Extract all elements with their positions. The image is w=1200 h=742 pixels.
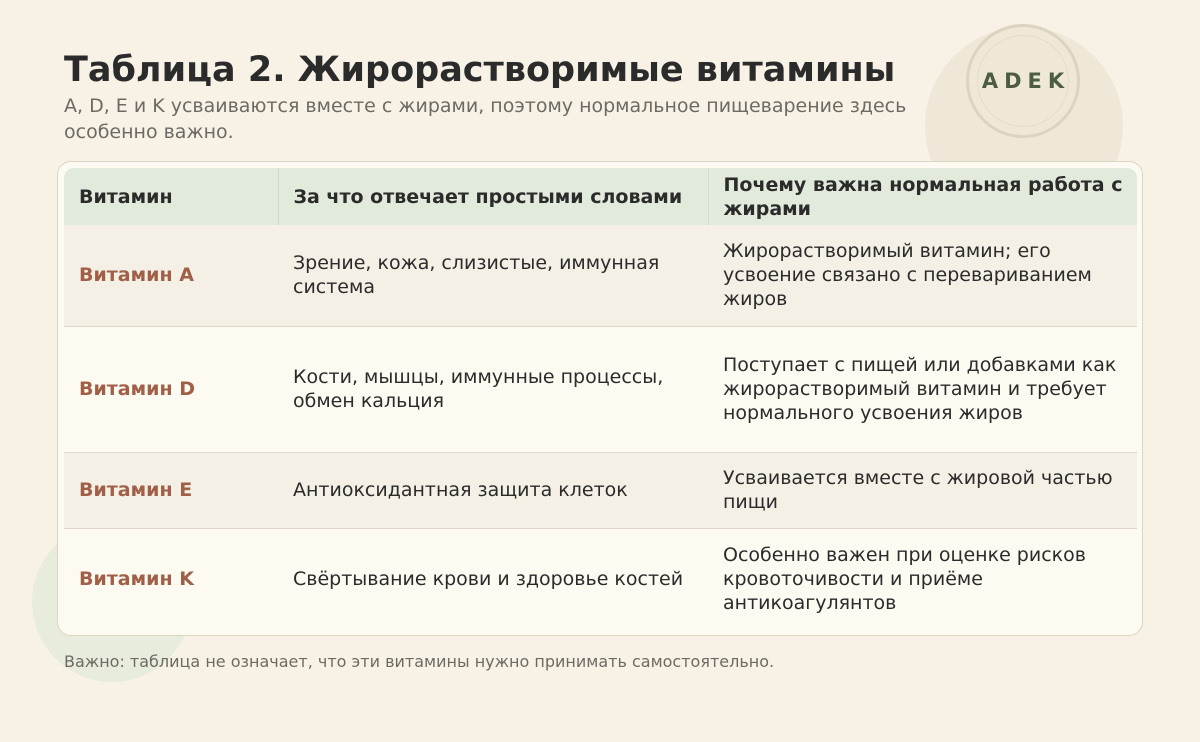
table-row: [64, 452, 1137, 528]
vitamin-why: Жирорастворимый витамин; его усвоение связано с перевариванием жиров: [723, 240, 1092, 311]
vitamin-name: Витамин D: [79, 378, 195, 400]
column-header-why: Почему важна нормальная работа с жирами: [708, 168, 1137, 225]
table-row: [64, 225, 1137, 326]
footnote: Важно: таблица не означает, что эти витамины нужно принимать самостоятельно.: [64, 652, 775, 671]
vitamins-table: [64, 168, 1137, 629]
vitamin-role: Кости, мышцы, иммунные процессы, обмен кальция: [293, 366, 664, 412]
table-header-row: [64, 168, 1137, 225]
table-row: [64, 528, 1137, 629]
column-header-vitamin: Витамин: [79, 185, 173, 208]
vitamin-why: Особенно важен при оценке рисков кровоточивости и приёме антикоагулянтов: [723, 543, 1086, 614]
vitamin-why: Поступает с пищей или добавками как жирорастворимый витамин и требует нормального усвоения жиров: [723, 354, 1117, 424]
vitamin-role: Зрение, кожа, слизистые, иммунная система: [293, 252, 660, 299]
table-row: [64, 326, 1137, 452]
column-header-role: За что отвечает простыми словами: [278, 168, 708, 225]
vitamin-name: Витамин A: [79, 264, 194, 287]
page-subtitle: A, D, E и K усваиваются вместе с жирами, поэтому нормальное пищеварение здесь особенно важно.: [64, 95, 907, 143]
vitamin-name: Витамин K: [79, 567, 194, 590]
vitamin-name: Витамин E: [79, 479, 193, 501]
adek-badge: [966, 24, 1080, 138]
vitamin-why: Усваивается вместе с жировой частью пищи: [723, 467, 1113, 513]
vitamin-role: Антиоксидантная защита клеток: [293, 479, 628, 501]
badge-text: ADEK: [981, 69, 1071, 93]
page-title: Таблица 2. Жирорастворимые витамины: [64, 50, 896, 90]
vitamin-role: Свёртывание крови и здоровье костей: [293, 567, 684, 590]
